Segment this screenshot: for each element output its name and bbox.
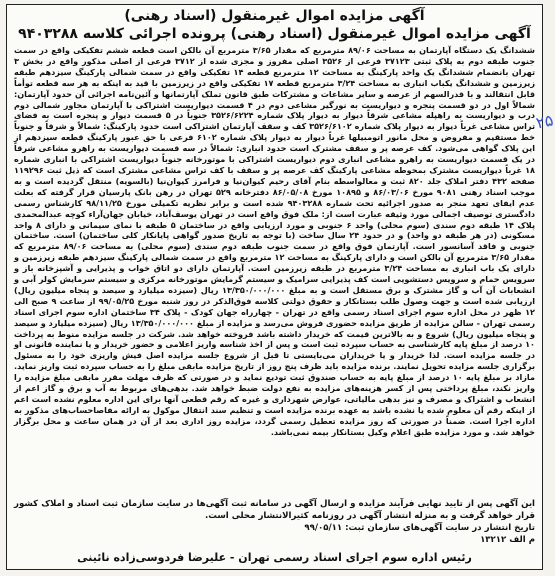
reference-number: م الف ۱۳۲۱۲ xyxy=(480,535,535,545)
handwritten-margin-mark: ۲۵ xyxy=(534,110,555,133)
publication-statement: این آگهی پس از تایید نهایی فرآیند مزایده و ارسال آگهی در سامانه ثبت آگهی‌ها در سایت سازمان ثبت اسناد و املاک کشور قرار خواهد گرفت و به منزله انتشار آگهی در روزنامه کثیرالانتشار محلی است. xyxy=(14,499,535,521)
notice-footer xyxy=(7,498,542,565)
notice-paragraph: ششدانگ یک دستگاه آپارتمان به مساحت ۸۹/۰۶ مترمربع که مقدار ۳/۶۵ مترمربع آن بالکن است قطعه ششم تفکیکی واقع در سمت جنوب طبقه دوم به پلاک ثبتی ۳۷۱۲۳ فرعی از ۳۵۲۶ اصلی مفروز و مجزی شده از ۳۷۱۲ فرعی از اصلی مذکور واقع در بخش ۳ تهران بانضمام ششدانگ یک واحد پارکینگ به مساحت ۱۲ مترمربع قطعه ۱۴ تفکیکی واقع در سمت شمالی پارکینگ سیزدهم طبقه زیرزمین و ششدانگ یکباب انباری به مساحت ۳/۲۴ مترمربع قطعه ۱۷ تفکیکی واقع در زیرزمین با قید به اینکه به هر سه قطعه توأماً قابل انتقالند و با قدرالسهم از عرصه و سایر مشاعات و مشترکات طبق قانون تملک آپارتمانها و آئین‌نامه اجرائی آن حدود آپارتمان: شمالاً اول در دو قسمت پنجره و دیواریست به نورگیر مشاعی دوم در ۴ قسمت دیواریست اشتراکی با آپارتمان مجاور شمالی دوم درب و دیواریست به راهپله مشاعی شرقاً دیوار به دیوار پلاک شماره ۳۵۲۶/۶۲۲۴ جنوباً در ۵ قسمت دیوار و پنجره است به فضای تراس مشاعی غرباً دیوار به دیوار پلاک شماره ۳۵۲۶/۶۱۰۲ کف و سقف آپارتمان اشتراکی است حدود پارکینگ: شمالاً و شرقاً و جنوباً خط مستقیم و مفروض و محل مانور اتومبیلها غرباً دیوار به دیوار پلاک شماره ۶۱۰۲ فرعی با حق عبور پارکینگ قطعه سیزدهم از این پلاک گواهی می‌شود. کف عرصه پر و سقف مشترک است حدود انباری: شمالاً در سه قسمت دیواریست به راهرو مشاعی شرقاً در یک قسمت دیواریست به راهرو مشاعی انباری دوم دیواریست اشتراکی با موتورخانه جنوباً دیواریست اشتراکی با انباری شماره ۱۸ غرباً دیواریست مشترک بمحوطه مشاعی پارکینگ کف عرصه پر و سقف با کف تراس مشاعی مشترک است که ذیل ثبت ۱۱۹۲۹۶ صفحه ۴۳۲ دفتر املاک جلد ۸۲۰ ثبت و معالواسطه بنام آقای رحیم کیوان‌نیا و فرامرز کیوان‌نیا (بالسویه) منتقل گردیده است و به موجب اسناد رهنی ۹۰۸۱ مورخ ۸۶/۰۳/۰۶ و ۱۰۸۹۵ مورخ ۸۶/۰۵/۰۸ دفترخانه ۵۲۹ تهران در رهن بانک پارسیان قرار گرفته که بعلت عدم ایفای تعهد منجر به صدور اجرائیه تحت شماره ۹۴۰۳۲۸۸ شده است و برابر نظریه تکمیلی مورخ ۹۸/۱۱/۲۵ کارشناس رسمی دادگستری توصیف اجمالی مورد وثیقه عبارت است از: ملک فوق واقع است در تهران یوسف‌آباد، خیابان جهان‌آراء کوچه عبدالمحمدی پلاک ۱۴ طبقه دوم سندی (سوم محلی) واحد ۶ جنوبی و مورد ارزیابی واقع در ساختمان ۵ طبقه با نمای سیمانی و دارای ۸ واحد مسکونی (در هر طبقه دو واحد) و در حدود ۲۴ سال ساخت (با توجه به تاریخ صدور گواهی پایانکار کلی ساختمان) است. ساختمان جنوبی و فاقد آسانسور است. آپارتمان فوق واقع در سمت جنوب طبقه دوم سندی (سوم محلی) به مساحت ۸۹/۰۶ مترمربع که مقدار ۳/۶۵ مترمربع آن بالکن است و دارای پارکینگ به مساحت ۱۲ مترمربع واقع در سمت شمالی پارکینگ سیزدهم طبقه زیرزمین و دارای یک باب انباری به مساحت ۳/۲۴ مترمربع در طبقه زیرزمین است. آپارتمان دارای دو اتاق خواب و پذیرایی و آشپزخانه باز و سرویس حمام و سرویس دستشویی است کف پذیرایی سرامیک و سیستم گرمایش موتورخانه مرکزی و سیستم سرمایش کولر آبی و انشعابات آن آب و گاز مشترک و برق مستقل است و به مبلغ ۱۳/۳۵۰/۰۰۰/۰۰۰ ریال (سیزده میلیارد و سیصد و پنجاه میلیون ریال) ارزیابی شده است و جهت وصول طلب بستانکار و حقوق دولتی کلاسه فوق‌الذکر در روز شنبه مورخ ۹۹/۰۵/۲۵ از ساعت ۹ صبح الی ۱۲ ظهر در محل اداره سوم اجرای اسناد رسمی واقع در تهران - چهارراه جهان کودک - پلاک ۳۴ ساختمان اداره سوم اجرای اسناد رسمی تهران - سالن مزایده از طریق مزایده حضوری فروش می‌رسد و مزایده از مبلغ ۱۳/۳۵۰/۰۰۰/۰۰۰ ریال (سیزده میلیارد و سیصد و پنجاه میلیون ریال) شروع و به بالاترین قیمت که خریدار داشته باشد فروخته خواهد شد. شرکت در جلسه مزایده منوط به پرداخت ۱۰ درصد از مبلغ پایه کارشناسی به حساب سپرده ثبت است و پس از اخذ شناسه واریز اعلامی و حضور خریدار و یا نماینده قانونی او در جلسه مزایده است. لذا خریدار و یا خریداران می‌بایستی تا قبل از شروع جلسه مزایده اصل فیش واریزی خود را به مسئول برگزاری جلسه مزایده تحویل نمایند. برنده مزایده باید ظرف پنج روز از تاریخ مزایده مابقی مبلغ را به حساب سپرده ثبت واریز نماید. مازاد بر مبلغ پایه ۱۰ درصد از مبلغ پایه به حساب صندوق ثبت تودیع نماید و در صورتی که ظرف مهلت مقرر مابقی مبلغ مزایده را واریز نکند، مبلغ پرداختی پس از کسر هزینه‌های مزایده به نفع دولت ضبط خواهد شد. بدهی‌های مربوط به آب و برق و گاز اعم از انشعاب و اشتراک و مصرف و نیز بدهی مالیاتی، عوارض شهرداری و غیره که رقم قطعی آنها برای این اداره معلوم نشده است اعم از اینکه رقم آن معلوم شده یا نشده باشد به عهده برنده مزایده است و تنظیم سند انتقال موکول به ارائه مفاصاحساب‌های مذکور به اداره اجرا است. ضمناً در صورتی که روز مزایده تعطیل رسمی گردد، مزایده روز اداری بعد از آن در همان ساعت و محل برگزار خواهد شد. و مورد مزایده طبق اعلام وکیل بستانکار بیمه نمی‌باشد. xyxy=(14,45,536,437)
publication-date: تاریخ انتشار در سایت آگهی‌های سازمان ثبت: ۹۹/۰۵/۱۱ xyxy=(304,523,535,533)
notice-title: آگهی مزایده اموال غیرمنقول (اسناد رهنی) xyxy=(124,8,425,24)
auction-notice xyxy=(6,4,543,570)
notice-subtitle: آگهی مزایده اموال غیرمنقول (اسناد رهنی) پرونده اجرائی کلاسه ۹۴۰۳۲۸۸ xyxy=(18,26,531,42)
signature-line: رئیس اداره سوم اجرای اسناد رسمی تهران - علیرضا فردوسی‌زاده نائینی xyxy=(77,551,472,564)
notice-body xyxy=(7,43,542,438)
